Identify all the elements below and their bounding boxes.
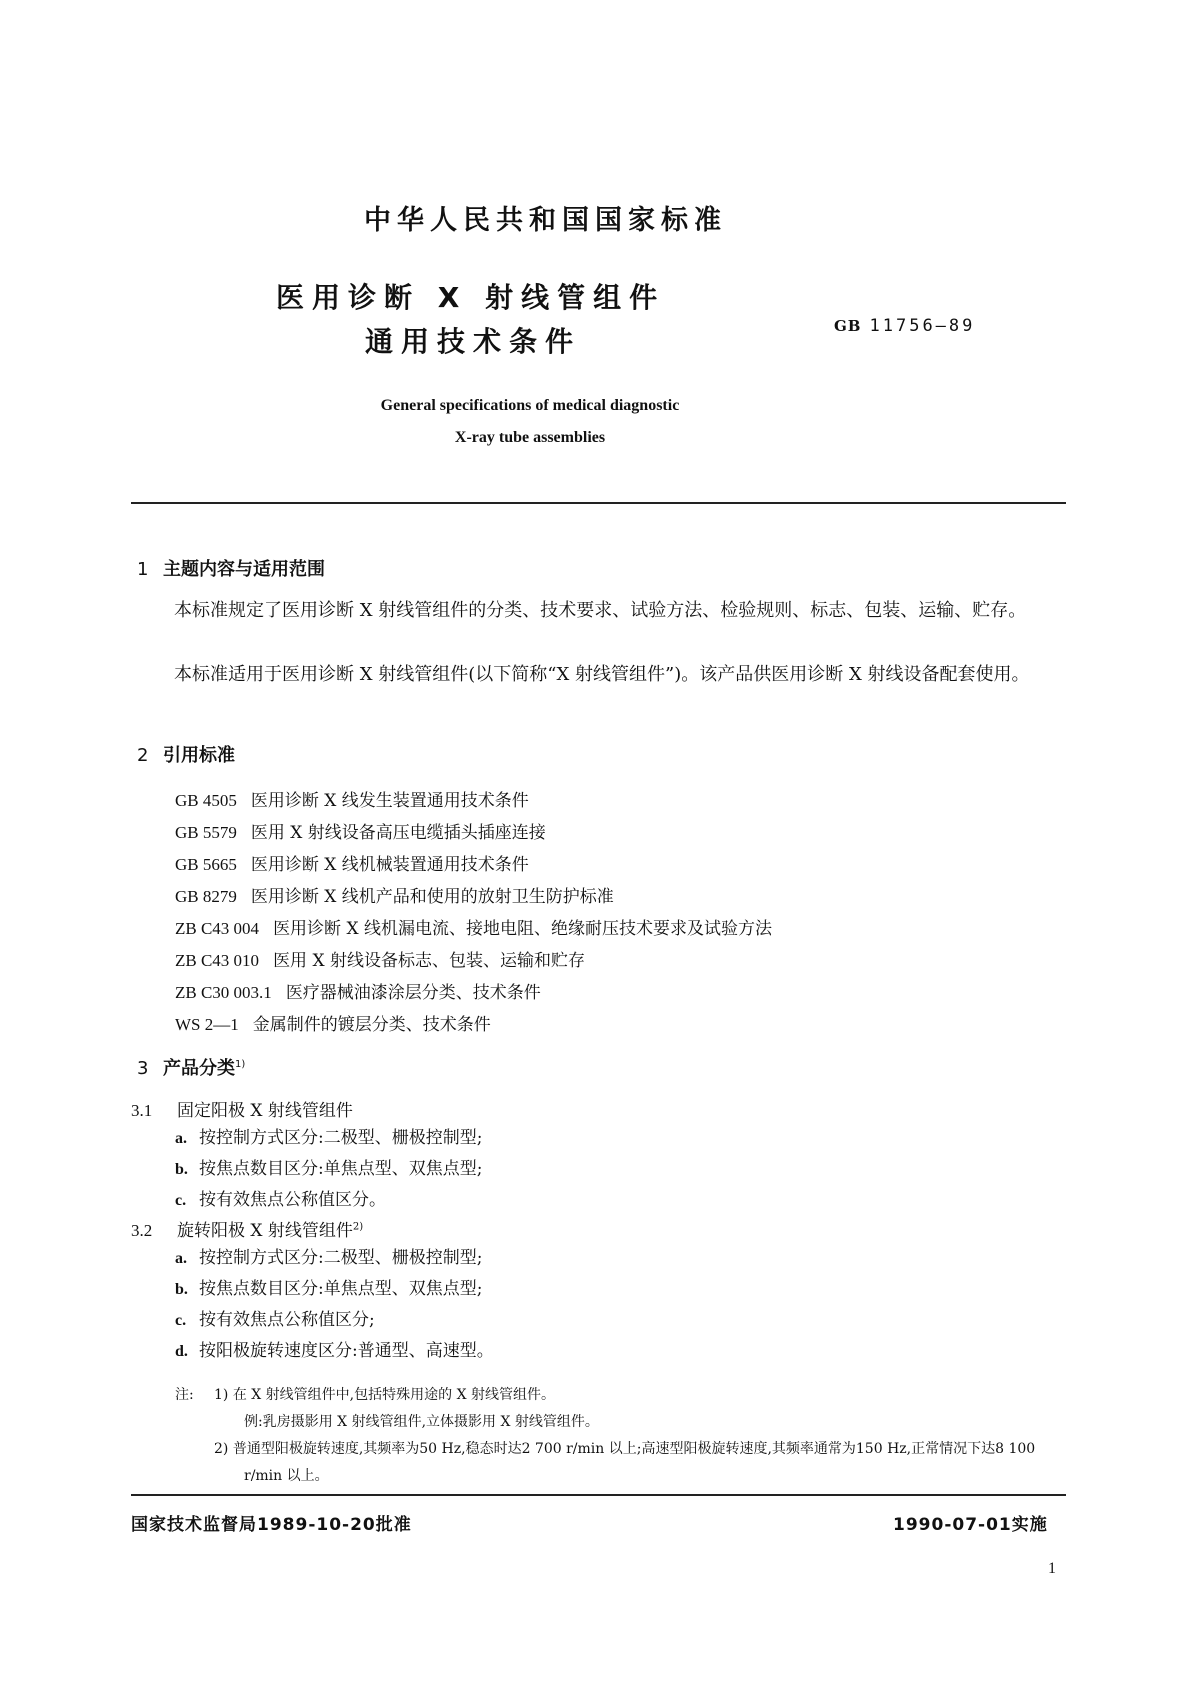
subsection-3-1-heading: [131, 1096, 353, 1121]
reference-name: 医用诊断 X 线机械装置通用技术条件: [250, 855, 529, 875]
approval-line: 国家技术监督局1989-10-20批准: [131, 1515, 412, 1535]
reference-name: 医用诊断 X 线机漏电流、接地电阻、绝缘耐压技术要求及试验方法: [273, 919, 772, 939]
reference-code: ZB C43 004: [175, 919, 260, 938]
standard-number: [834, 316, 975, 336]
notes-label: 注:: [175, 1387, 194, 1403]
reference-item: [175, 977, 772, 1009]
subsection-3-2-items: [175, 1243, 494, 1367]
reference-name: 医用 X 射线设备高压电缆插头插座连接: [250, 823, 546, 843]
reference-item: [175, 945, 772, 977]
reference-item: [175, 913, 772, 945]
top-divider: [131, 502, 1066, 504]
section-1-paragraph-2: 本标准适用于医用诊断 X 射线管组件(以下简称“X 射线管组件”)。该产品供医用诊断 X 射线设备配套使用。: [174, 664, 1030, 685]
note-2: 2) 普通型阳极旋转速度,其频率为50 Hz,稳态时达2 700 r/min 以上;高速型阳极旋转速度,其频率通常为150 Hz,正常情况下达8 100 r/min 以上。: [214, 1441, 1036, 1484]
reference-code: GB 4505: [175, 791, 237, 810]
reference-name: 医用诊断 X 线机产品和使用的放射卫生防护标准: [250, 887, 614, 907]
item-key: a.: [175, 1130, 187, 1147]
subsection-3-2-heading: [131, 1216, 363, 1241]
section-2-heading: [137, 741, 235, 767]
reference-code: ZB C30 003.1: [175, 983, 272, 1002]
list-item: [175, 1123, 482, 1154]
section-3-number: 3: [137, 1058, 149, 1079]
section-3-title: 产品分类: [163, 1058, 235, 1079]
reference-item: [175, 849, 772, 881]
footnote-marker: 2): [352, 1221, 364, 1233]
document-title-line1: 医用诊断 X 射线管组件: [276, 281, 666, 314]
english-title-line1: General specifications of medical diagnostic: [380, 397, 680, 414]
standard-code: 11756—89: [869, 316, 976, 336]
item-key: b.: [175, 1281, 188, 1298]
reference-item: [175, 785, 772, 817]
standard-prefix: GB: [834, 317, 862, 335]
section-2-title: 引用标准: [163, 745, 235, 766]
reference-item: [175, 1009, 772, 1041]
item-key: c.: [175, 1192, 187, 1209]
subsection-title: 旋转阳极 X 射线管组件: [177, 1221, 353, 1241]
list-item: [175, 1274, 494, 1305]
section-1-title: 主题内容与适用范围: [163, 559, 325, 580]
reference-code: ZB C43 010: [175, 951, 260, 970]
reference-code: GB 5579: [175, 823, 237, 842]
item-text: 按控制方式区分:二极型、栅极控制型;: [199, 1248, 483, 1268]
reference-list: [175, 785, 772, 1041]
list-item: [175, 1154, 482, 1185]
reference-name: 金属制件的镀层分类、技术条件: [252, 1015, 491, 1035]
item-text: 按阳极旋转速度区分:普通型、高速型。: [199, 1341, 494, 1361]
reference-code: GB 5665: [175, 855, 237, 874]
section-3-heading: [137, 1054, 245, 1080]
item-key: d.: [175, 1343, 188, 1360]
english-title-line2: X-ray tube assemblies: [454, 429, 606, 446]
section-1-number: 1: [137, 559, 149, 580]
item-text: 按焦点数目区分:单焦点型、双焦点型;: [199, 1159, 483, 1179]
reference-name: 医用诊断 X 线发生装置通用技术条件: [250, 791, 529, 811]
list-item: [175, 1336, 494, 1367]
document-title-line2: 通用技术条件: [365, 325, 582, 358]
item-key: a.: [175, 1250, 187, 1267]
subsection-number: 3.1: [131, 1101, 153, 1120]
page-number: 1: [1048, 1560, 1056, 1577]
note-1: 1) 在 X 射线管组件中,包括特殊用途的 X 射线管组件。: [214, 1387, 556, 1403]
section-1-paragraph-1: 本标准规定了医用诊断 X 射线管组件的分类、技术要求、试验方法、检验规则、标志、包装、运输、贮存。: [174, 600, 1027, 621]
reference-item: [175, 817, 772, 849]
section-2-number: 2: [137, 745, 149, 766]
item-text: 按焦点数目区分:单焦点型、双焦点型;: [199, 1279, 483, 1299]
reference-code: WS 2—1: [175, 1015, 239, 1034]
subsection-title: 固定阳极 X 射线管组件: [177, 1101, 353, 1121]
list-item: [175, 1185, 482, 1216]
effective-date: 1990-07-01实施: [893, 1515, 1048, 1535]
item-text: 按有效焦点公称值区分。: [199, 1190, 386, 1210]
bottom-divider: [131, 1494, 1066, 1496]
reference-code: GB 8279: [175, 887, 237, 906]
list-item: [175, 1305, 494, 1336]
reference-item: [175, 881, 772, 913]
subsection-3-1-items: [175, 1123, 482, 1216]
item-text: 按控制方式区分:二极型、栅极控制型;: [199, 1128, 483, 1148]
item-key: c.: [175, 1312, 187, 1329]
footnote-marker: 1): [235, 1059, 246, 1070]
item-text: 按有效焦点公称值区分;: [199, 1310, 375, 1330]
list-item: [175, 1243, 494, 1274]
subsection-number: 3.2: [131, 1221, 153, 1240]
item-key: b.: [175, 1161, 188, 1178]
note-1-example: 例:乳房摄影用 X 射线管组件,立体摄影用 X 射线管组件。: [244, 1414, 599, 1430]
section-1-heading: [137, 555, 325, 581]
reference-name: 医疗器械油漆涂层分类、技术条件: [285, 983, 541, 1003]
national-standard-heading: 中华人民共和国国家标准: [364, 205, 727, 236]
reference-name: 医用 X 射线设备标志、包装、运输和贮存: [273, 951, 585, 971]
